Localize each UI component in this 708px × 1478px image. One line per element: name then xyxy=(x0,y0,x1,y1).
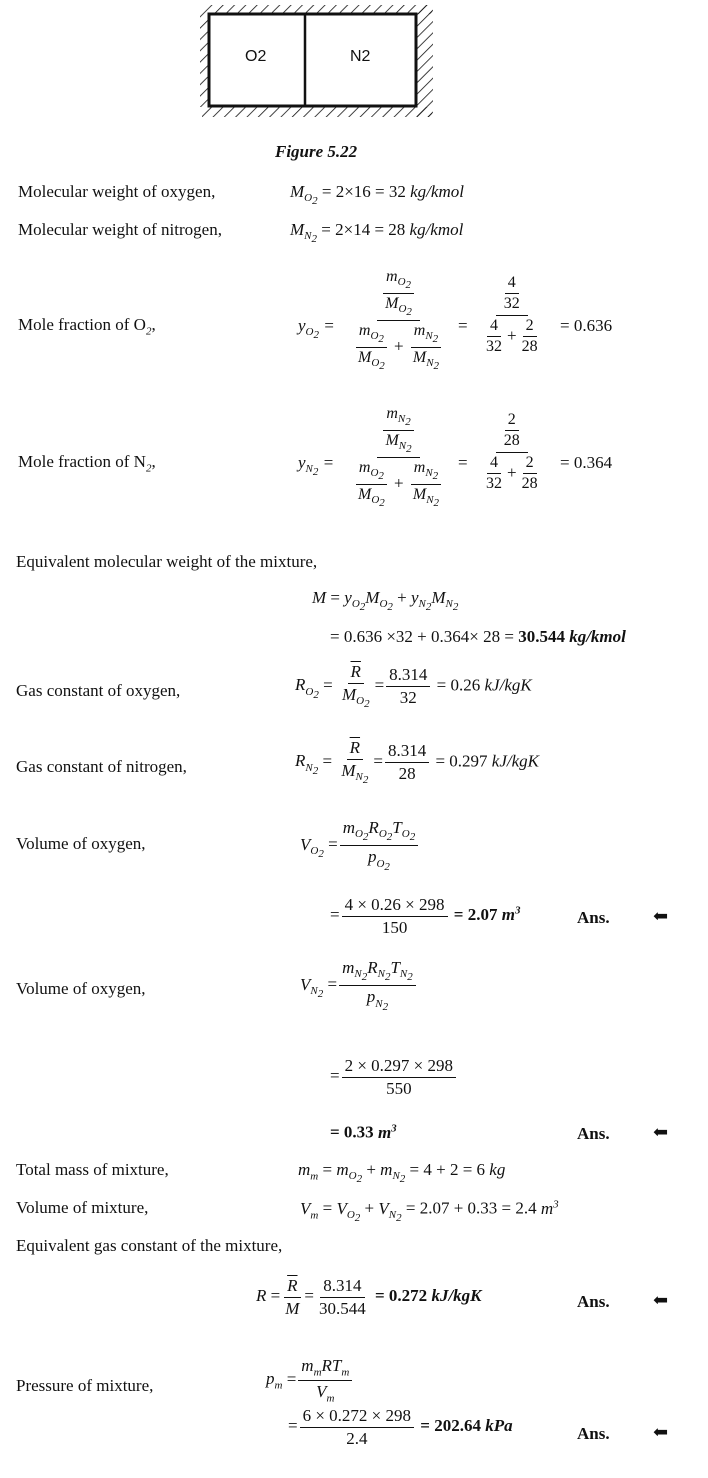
ans-vol-o2: Ans. xyxy=(577,908,610,927)
label-mw-n2: Molecular weight of nitrogen, xyxy=(18,220,222,239)
label-eq-gc: Equivalent gas constant of the mixture, xyxy=(16,1236,283,1255)
label-mw-o2: Molecular weight of oxygen, xyxy=(18,182,216,201)
container-box xyxy=(209,14,416,106)
label-total-mass: Total mass of mixture, xyxy=(16,1160,169,1179)
figure-container-diagram xyxy=(200,5,435,117)
bottom-hatching xyxy=(202,107,432,117)
figure-caption: Figure 5.22 xyxy=(275,142,358,161)
label-eq-mw: Equivalent molecular weight of the mixture, xyxy=(16,552,318,571)
right-gas-label: N2 xyxy=(350,48,371,65)
ans-pressure: Ans. xyxy=(577,1424,610,1443)
eq-mw-o2: $M_{O_2} = 2\times 16 = 32$ kg/kmol xyxy=(290,182,464,208)
label-mf-n2: Mole fraction of $N_2$, xyxy=(18,452,156,475)
answer-marker-icon: ⬅ xyxy=(653,1290,669,1310)
ans-vol-n2: Ans. xyxy=(577,1124,610,1143)
eq-pressure-calc: = $\frac{6 \times 0.272 \times 298}{2.4}$ = 202.64 kPa xyxy=(288,1406,513,1448)
eq-mw-result: = 0.636 ×32 + 0.364× 28 = 30.544 kg/kmol xyxy=(330,627,626,646)
label-pressure: Pressure of mixture, xyxy=(16,1376,154,1395)
eq-vol-o2-formula: $V_{O_2}$ = $\frac{m_{O_2}R_{O_2}T_{O_2}}{p_{O_2}}$ xyxy=(300,818,420,873)
eq-total-mass: $m_m = m_{O_2} + m_{N_2} = 4 + 2 = 6$ kg xyxy=(298,1160,506,1186)
eq-pressure-formula: $p_m$ = $\frac{m_mRT_m}{V_m}$ xyxy=(266,1356,354,1405)
answer-marker-icon: ⬅ xyxy=(653,1422,669,1442)
eq-vol-n2-result: = 0.33 $m^3$ xyxy=(330,1122,397,1142)
container-svg xyxy=(200,5,435,117)
answer-marker-icon: ⬅ xyxy=(653,906,669,926)
label-gc-o2: Gas constant of oxygen, xyxy=(16,681,181,700)
ans-eq-gc: Ans. xyxy=(577,1292,610,1311)
answer-marker-icon: ⬅ xyxy=(653,1122,669,1142)
left-hatching xyxy=(200,14,208,107)
eq-gc-mix: R = $\frac{\overline{R}}{M}$ = $\frac{8.314}{30.544}$ = 0.272 kJ/kgK xyxy=(256,1276,482,1318)
eq-gc-o2: $R_{O_2}$ = $\frac{\overline{R}}{M_{O_2}}$ = $\frac{8.314}{32}$ = 0.26 kJ/kgK xyxy=(295,662,532,711)
eq-vol-o2-calc: = $\frac{4 \times 0.26 \times 298}{150}$ = 2.07 $m^3$ xyxy=(330,895,521,937)
eq-mw-formula: $M = y_{O_2}M_{O_2} + y_{N_2}M_{N_2}$ xyxy=(312,588,459,614)
eq-vol-n2-formula: $V_{N_2}$ = $\frac{m_{N_2}R_{N_2}T_{N_2}}{p_{N_2}}$ xyxy=(300,958,418,1013)
label-vol-o2: Volume of oxygen, xyxy=(16,834,146,853)
label-mf-o2: Mole fraction of $O_2$, xyxy=(18,315,156,338)
label-vol-n2: Volume of oxygen, xyxy=(16,979,146,998)
right-hatching xyxy=(417,5,433,117)
left-gas-label: O2 xyxy=(245,48,267,65)
label-vol-mix: Volume of mixture, xyxy=(16,1198,149,1217)
label-gc-n2: Gas constant of nitrogen, xyxy=(16,757,187,776)
eq-mw-n2: $M_{N_2} = 2\times 14 = 28$ kg/kmol xyxy=(290,220,464,246)
eq-vol-mix: $V_m = V_{O_2} + V_{N_2} = 2.07 + 0.33 = 2.4$ $m^3$ xyxy=(300,1198,559,1225)
eq-vol-n2-calc: = $\frac{2 \times 0.297 \times 298}{550}$ xyxy=(330,1056,458,1098)
eq-gc-n2: $R_{N_2}$ = $\frac{\overline{R}}{M_{N_2}}$ = $\frac{8.314}{28}$ = 0.297 kJ/kgK xyxy=(295,738,539,787)
